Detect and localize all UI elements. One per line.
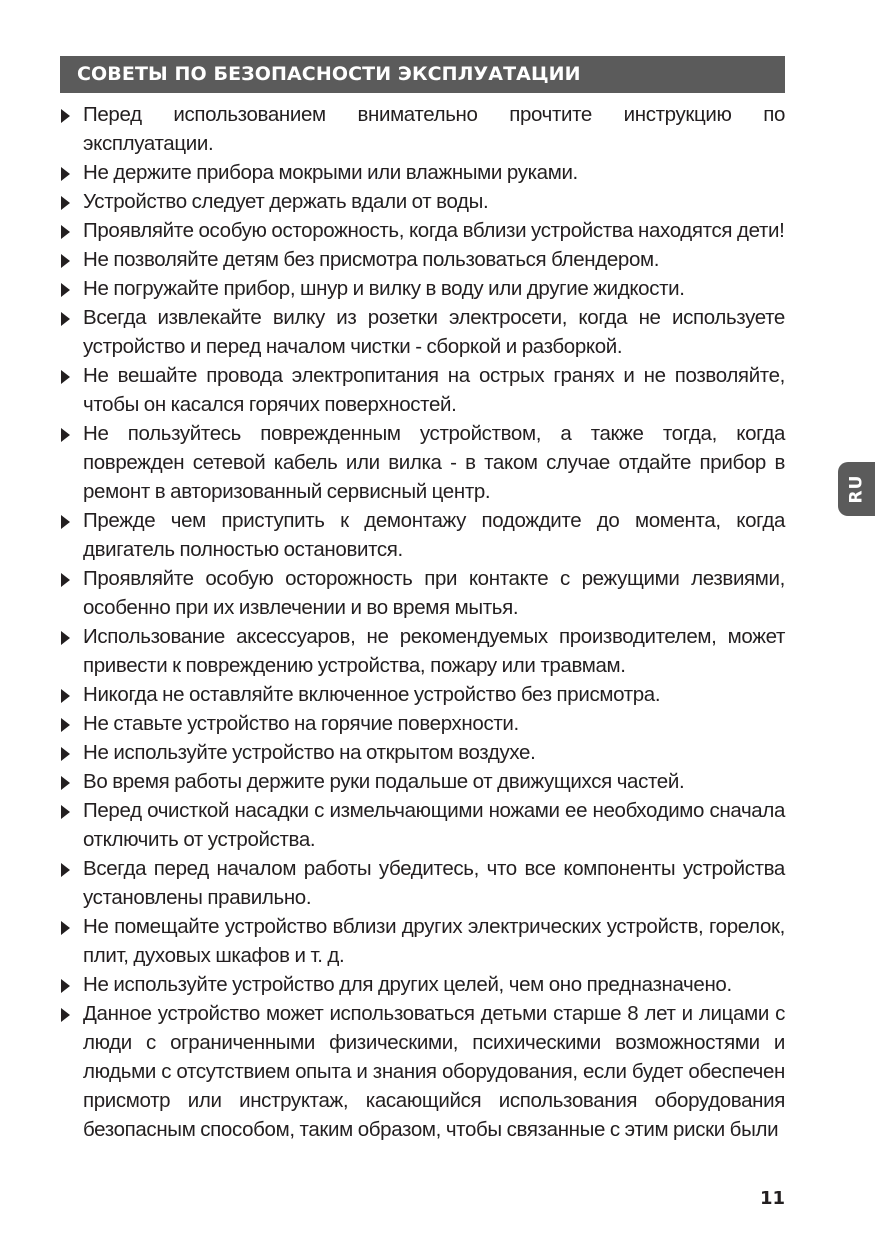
list-item-text: Не используйте устройство для других целей, чем оно предназначено. <box>83 973 732 996</box>
section-header-bar <box>60 56 785 93</box>
list-item <box>60 796 785 854</box>
list-item <box>60 622 785 680</box>
bullet-arrow-icon <box>61 689 70 703</box>
bullet-arrow-icon <box>61 747 70 761</box>
list-item <box>60 216 785 245</box>
list-item <box>60 361 785 419</box>
list-item <box>60 274 785 303</box>
language-label: RU <box>846 474 867 504</box>
list-item-text: Не позволяйте детям без присмотра пользоваться блендером. <box>83 248 660 271</box>
bullet-arrow-icon <box>61 167 70 181</box>
page-number: 11 <box>759 1188 785 1209</box>
list-item <box>60 709 785 738</box>
list-item <box>60 564 785 622</box>
list-item-text: Не вешайте провода электропитания на острых гранях и не позволяйте, чтобы он касался горячих поверхностей. <box>83 364 785 416</box>
list-item-text: Проявляйте особую осторожность при контакте с режущими лезвиями, особенно при их извлечении и во время мытья. <box>83 567 785 619</box>
bullet-arrow-icon <box>61 370 70 384</box>
list-item-text: Никогда не оставляйте включенное устройство без присмотра. <box>83 683 661 706</box>
list-item-text: Не используйте устройство на открытом воздухе. <box>83 741 536 764</box>
list-item <box>60 767 785 796</box>
list-item <box>60 506 785 564</box>
safety-tips-list <box>60 100 785 1144</box>
bullet-arrow-icon <box>61 718 70 732</box>
list-item <box>60 970 785 999</box>
bullet-arrow-icon <box>61 573 70 587</box>
list-item-text: Во время работы держите руки подальше от движущихся частей. <box>83 770 685 793</box>
bullet-arrow-icon <box>61 225 70 239</box>
list-item <box>60 187 785 216</box>
bullet-arrow-icon <box>61 1008 70 1022</box>
bullet-arrow-icon <box>61 921 70 935</box>
list-item-text: Не ставьте устройство на горячие поверхности. <box>83 712 519 735</box>
section-title: СОВЕТЫ ПО БЕЗОПАСНОСТИ ЭКСПЛУАТАЦИИ <box>77 63 581 85</box>
bullet-arrow-icon <box>61 776 70 790</box>
bullet-arrow-icon <box>61 196 70 210</box>
list-item-text: Не помещайте устройство вблизи других электрических устройств, горелок, плит, духовых шкафов и т. д. <box>83 915 785 967</box>
language-tab <box>838 462 875 516</box>
list-item-text: Перед использованием внимательно прочтите инструкцию по эксплуатации. <box>83 103 785 155</box>
list-item-text: Использование аксессуаров, не рекомендуемых производителем, может привести к повреждению устройства, пожару или травмам. <box>83 625 785 677</box>
bullet-arrow-icon <box>61 805 70 819</box>
list-item-text: Не держите прибора мокрыми или влажными руками. <box>83 161 578 184</box>
list-item-text: Всегда перед началом работы убедитесь, что все компоненты устройства установлены правильно. <box>83 857 785 909</box>
list-item-text: Перед очисткой насадки с измельчающими ножами ее необходимо сначала отключить от устройства. <box>83 799 785 851</box>
list-item-text: Проявляйте особую осторожность, когда вблизи устройства находятся дети! <box>83 219 785 242</box>
list-item <box>60 303 785 361</box>
list-item <box>60 245 785 274</box>
bullet-arrow-icon <box>61 254 70 268</box>
bullet-arrow-icon <box>61 979 70 993</box>
list-item-text: Прежде чем приступить к демонтажу подождите до момента, когда двигатель полностью остановится. <box>83 509 785 561</box>
list-item <box>60 912 785 970</box>
list-item-text: Данное устройство может использоваться детьми старше 8 лет и лицами с люди с ограниченными физическими, психическими возможностями и людьми с отсутствием опыта и знания оборудования, если будет обеспечен присмотр или инструктаж, касающийся использования оборудования безопасным способом, таким образом, чтобы связанные с этим риски были <box>83 1002 785 1141</box>
list-item <box>60 158 785 187</box>
list-item <box>60 738 785 767</box>
list-item <box>60 419 785 506</box>
bullet-arrow-icon <box>61 863 70 877</box>
bullet-arrow-icon <box>61 109 70 123</box>
list-item-text: Всегда извлекайте вилку из розетки электросети, когда не используете устройство и перед началом чистки - сборкой и разборкой. <box>83 306 785 358</box>
list-item <box>60 854 785 912</box>
bullet-arrow-icon <box>61 515 70 529</box>
list-item <box>60 680 785 709</box>
bullet-arrow-icon <box>61 283 70 297</box>
list-item <box>60 100 785 158</box>
bullet-arrow-icon <box>61 312 70 326</box>
bullet-arrow-icon <box>61 428 70 442</box>
list-item-text: Не погружайте прибор, шнур и вилку в воду или другие жидкости. <box>83 277 685 300</box>
bullet-arrow-icon <box>61 631 70 645</box>
list-item-text: Не пользуйтесь поврежденным устройством, а также тогда, когда поврежден сетевой кабель или вилка - в таком случае отдайте прибор в ремонт в авторизованный сервисный центр. <box>83 422 785 503</box>
list-item <box>60 999 785 1144</box>
list-item-text: Устройство следует держать вдали от воды. <box>83 190 489 213</box>
